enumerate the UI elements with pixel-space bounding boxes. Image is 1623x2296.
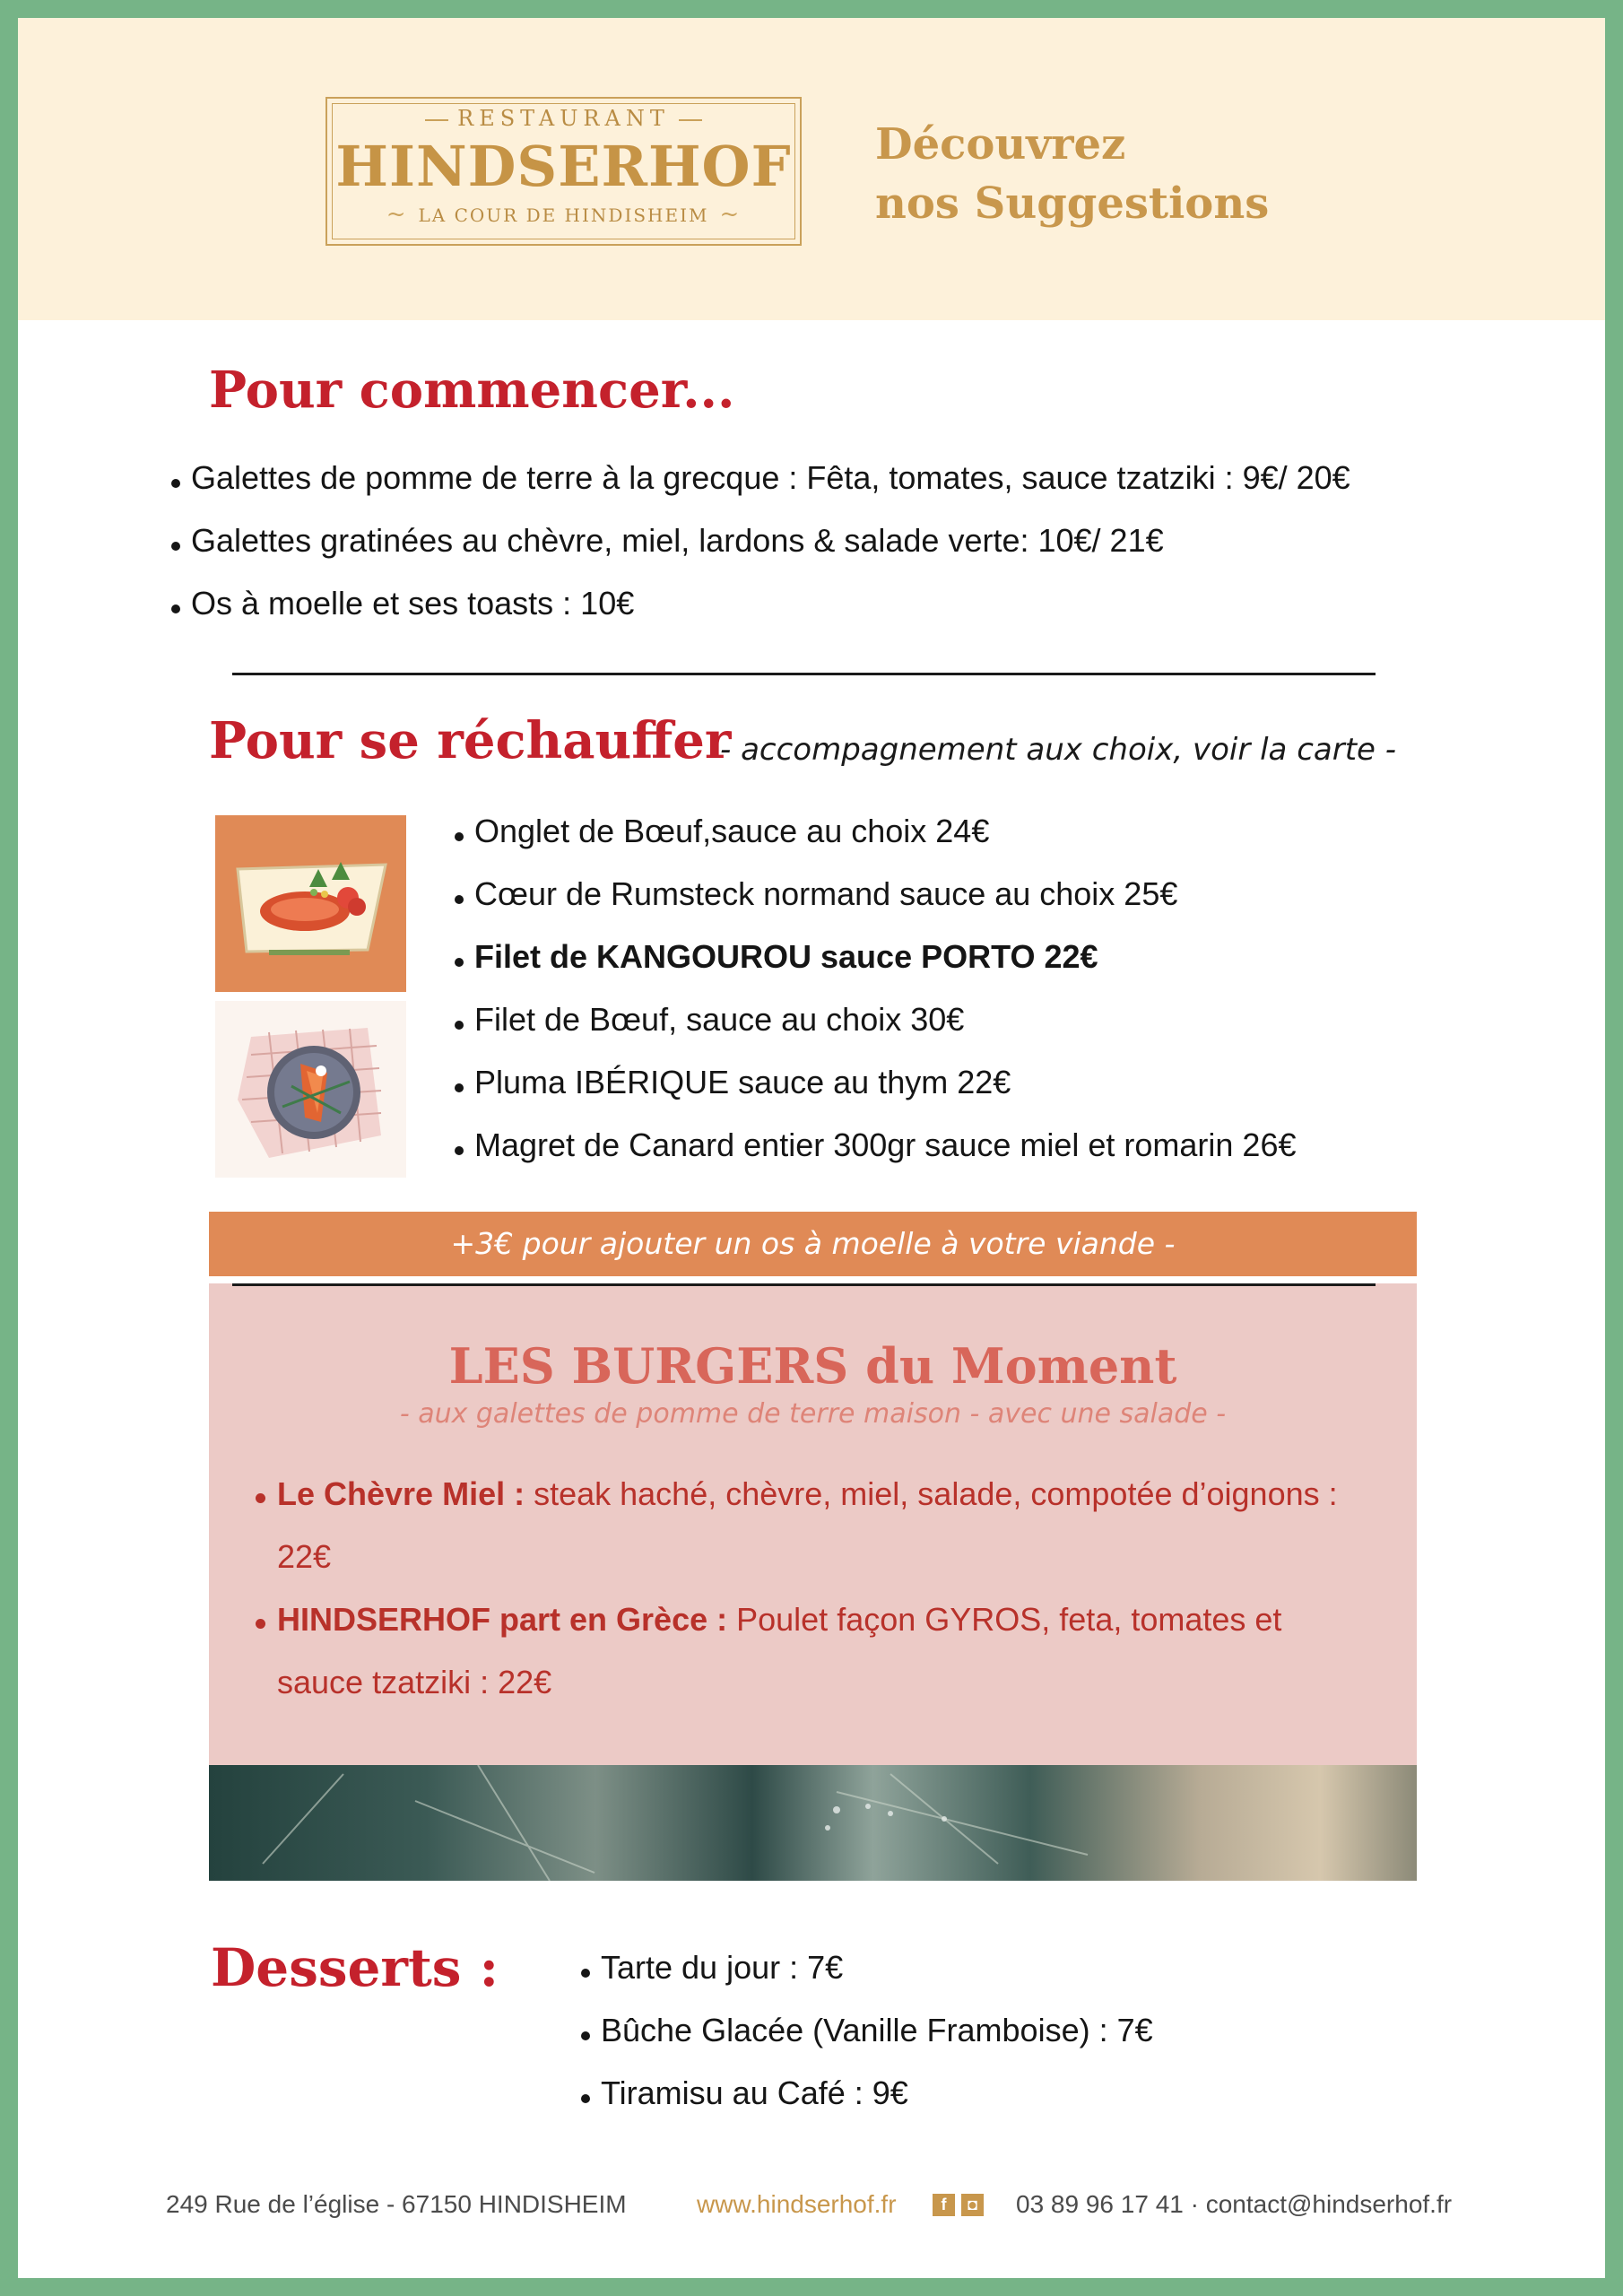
list-item: [254, 1463, 1366, 1588]
page-title-line1: Découvrez: [875, 119, 1126, 170]
list-item: Os à moelle et ses toasts : 10€: [169, 572, 1350, 635]
list-item: Pluma IBÉRIQUE sauce au thym 22€: [453, 1051, 1297, 1114]
list-item: Galettes de pomme de terre à la grecque : Fêta, tomates, sauce tzatziki : 9€/ 20€: [169, 447, 1350, 509]
desserts-title: Desserts :: [211, 1937, 499, 1998]
pine-branch-photo: [209, 1765, 1417, 1881]
burgers-subtitle: - aux galettes de pomme de terre maison - avec une salade -: [399, 1398, 1227, 1430]
bone-marrow-extra-banner: +3€ pour ajouter un os à moelle à votre viande -: [209, 1212, 1417, 1276]
list-item: Tarte du jour : 7€: [579, 1936, 1153, 1999]
mains-subtitle: - accompagnement aux choix, voir la carte -: [720, 732, 1397, 768]
footer: [166, 2187, 1457, 2222]
logo-name: HINDSERHOF: [335, 134, 792, 199]
page-title-line2: nos Suggestions: [875, 178, 1270, 229]
mains-list: [453, 800, 1297, 1177]
list-item: Magret de Canard entier 300gr sauce miel et romarin 26€: [453, 1114, 1297, 1177]
mains-title: Pour se réchauffer: [209, 711, 732, 770]
starters-list: [169, 447, 1350, 635]
list-item: Filet de Bœuf, sauce au choix 30€: [453, 988, 1297, 1051]
restaurant-logo: [325, 97, 802, 246]
list-item: Tiramisu au Café : 9€: [579, 2062, 1153, 2125]
burger-name: Le Chèvre Miel :: [277, 1475, 525, 1512]
footer-address: 249 Rue de l’église - 67150 HINDISHEIM: [166, 2190, 627, 2218]
steak-plate-illustration: [215, 815, 406, 992]
list-item: Cœur de Rumsteck normand sauce au choix 25€: [453, 863, 1297, 926]
instagram-icon[interactable]: ◘: [961, 2194, 984, 2216]
list-item: Onglet de Bœuf,sauce au choix 24€: [453, 800, 1297, 863]
footer-website-link[interactable]: www.hindserhof.fr: [697, 2190, 897, 2218]
seafood-plate-illustration: [215, 1001, 406, 1178]
starters-title: Pour commencer...: [209, 361, 735, 420]
burger-name: HINDSERHOF part en Grèce :: [277, 1601, 728, 1638]
section-divider: [232, 673, 1376, 675]
burgers-box: [209, 1283, 1417, 1779]
logo-restaurant-label: RESTAURANT: [327, 106, 800, 131]
desserts-list: [579, 1936, 1153, 2125]
list-item: Bûche Glacée (Vanille Framboise) : 7€: [579, 1999, 1153, 2062]
menu-page: [18, 18, 1605, 2278]
logo-subtitle: ~ LA COUR DE HINDISHEIM ~: [327, 201, 800, 228]
burgers-title: LES BURGERS du Moment: [448, 1337, 1177, 1395]
list-item: [254, 1588, 1366, 1714]
page-title: [875, 115, 1377, 233]
facebook-icon[interactable]: f: [933, 2194, 955, 2216]
header-band: [18, 18, 1605, 320]
burger-top-divider: [232, 1283, 1376, 1286]
burger-description: steak haché, chèvre, miel, salade, compotée d’oignons : 22€: [277, 1475, 1338, 1575]
list-item: Galettes gratinées au chèvre, miel, lardons & salade verte: 10€/ 21€: [169, 509, 1350, 572]
burger-description: Poulet façon GYROS, feta, tomates et sauce tzatziki : 22€: [277, 1601, 1282, 1700]
footer-contact: 03 89 96 17 41 · contact@hindserhof.fr: [1016, 2190, 1453, 2218]
burgers-list: [254, 1463, 1366, 1714]
list-item-highlight: Filet de KANGOUROU sauce PORTO 22€: [453, 926, 1297, 988]
